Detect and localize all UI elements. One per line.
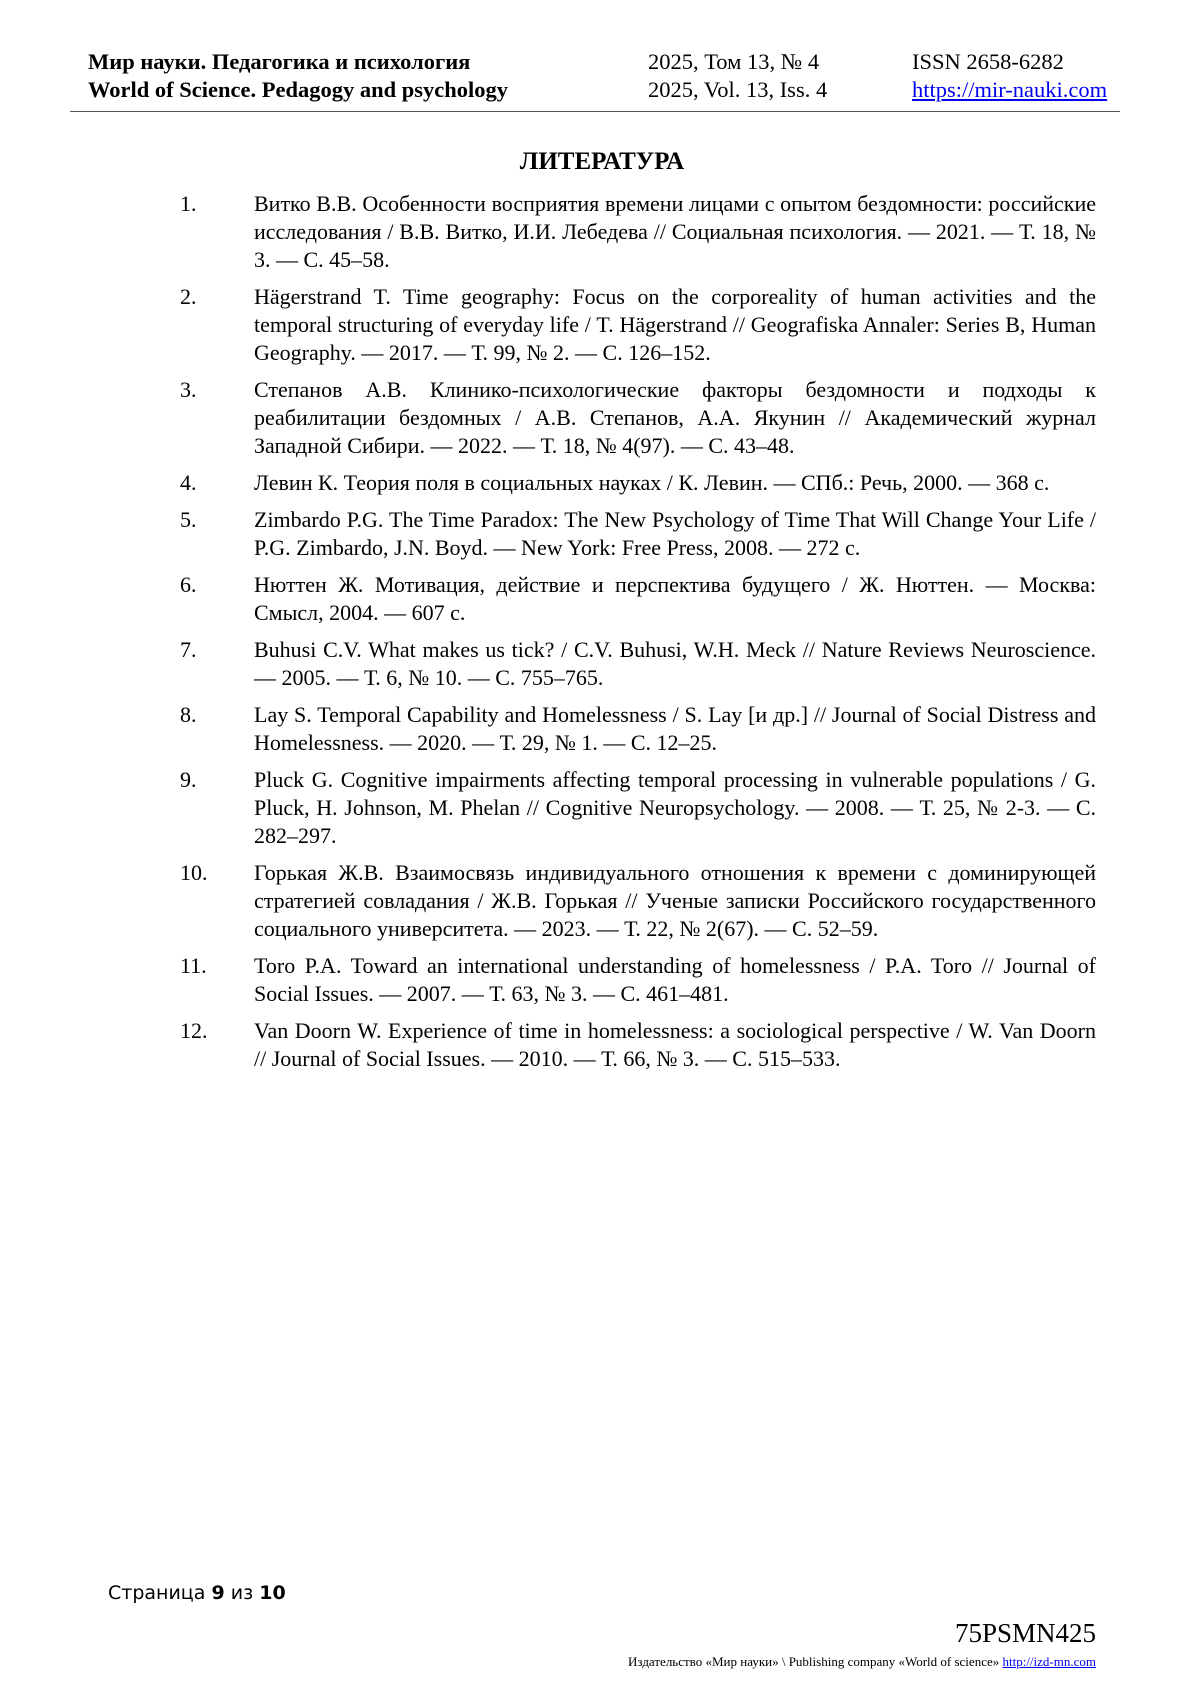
reference-number: 8. xyxy=(180,702,197,727)
reference-number: 4. xyxy=(180,470,197,495)
reference-text: Buhusi C.V. What makes us tick? / C.V. Buhusi, W.H. Meck // Nature Reviews Neuroscience. — 2005. — Т. 6, № 10. — С. 755–765. xyxy=(254,637,1096,690)
reference-text: Степанов А.В. Клинико-психологические факторы бездомности и подходы к реабилитации бездомных / А.В. Степанов, А.А. Якунин // Академический журнал Западной Сибири. — 2022. — Т. 18, № 4(97). — С. 43–48. xyxy=(254,377,1096,458)
reference-text: Hägerstrand T. Time geography: Focus on the corporeality of human activities and the temporal structuring of everyday life / T. Hägerstrand // Geografiska Annaler: Series B, Human Geography. — 2017. — Т. 99, № 2. — С. 126–152. xyxy=(254,284,1096,365)
reference-item xyxy=(180,859,1096,943)
reference-number: 12. xyxy=(180,1018,208,1043)
reference-item xyxy=(180,190,1096,274)
page-label: Страница xyxy=(108,1582,206,1604)
journal-title-block xyxy=(88,48,508,104)
reference-item xyxy=(180,1017,1096,1073)
publisher-line xyxy=(628,1654,1096,1670)
reference-text: Витко В.В. Особенности восприятия времени лицами с опытом бездомности: российские исследования / В.В. Витко, И.И. Лебедева // Социальная психология. — 2021. — Т. 18, № 3. — С. 45–58. xyxy=(254,191,1096,272)
header-divider xyxy=(70,111,1120,112)
website-link[interactable]: https://mir-nauki.com xyxy=(912,77,1108,102)
reference-item xyxy=(180,766,1096,850)
reference-number: 1. xyxy=(180,191,197,216)
reference-item xyxy=(180,952,1096,1008)
reference-text: Zimbardo P.G. The Time Paradox: The New Psychology of Time That Will Change Your Life / P.G. Zimbardo, J.N. Boyd. — New York: Free Press, 2008. — 272 с. xyxy=(254,507,1096,560)
reference-item xyxy=(180,283,1096,367)
reference-item xyxy=(180,469,1096,497)
page-header xyxy=(70,48,1120,108)
reference-text: Van Doorn W. Experience of time in homelessness: a sociological perspective / W. Van Doorn // Journal of Social Issues. — 2010. — Т. 66, № 3. — С. 515–533. xyxy=(254,1018,1096,1071)
reference-text: Горькая Ж.В. Взаимосвязь индивидуального отношения к времени с доминирующей стратегией совладания / Ж.В. Горькая // Ученые записки Российского государственного социального университета. — 2023. — Т. 22, № 2(67). — С. 52–59. xyxy=(254,860,1096,941)
page-total: 10 xyxy=(259,1582,286,1604)
issue-ru: 2025, Том 13, № 4 xyxy=(648,49,820,74)
reference-number: 6. xyxy=(180,572,197,597)
page-counter xyxy=(108,1582,286,1604)
journal-title-ru: Мир науки. Педагогика и психология xyxy=(88,49,471,74)
reference-number: 9. xyxy=(180,767,197,792)
issue-en: 2025, Vol. 13, Iss. 4 xyxy=(648,77,828,102)
reference-item xyxy=(180,701,1096,757)
reference-number: 2. xyxy=(180,284,197,309)
publisher-link[interactable]: http://izd-mn.com xyxy=(1002,1654,1096,1669)
issn-block xyxy=(912,48,1107,104)
reference-text: Левин К. Теория поля в социальных науках / К. Левин. — СПб.: Речь, 2000. — 368 с. xyxy=(254,470,1050,495)
reference-list xyxy=(180,190,1096,1082)
reference-number: 10. xyxy=(180,860,208,885)
section-title: ЛИТЕРАТУРА xyxy=(519,148,685,175)
reference-item xyxy=(180,376,1096,460)
page-current: 9 xyxy=(211,1582,225,1604)
issn: ISSN 2658-6282 xyxy=(912,49,1064,74)
reference-item xyxy=(180,636,1096,692)
reference-number: 7. xyxy=(180,637,197,662)
journal-title-en: World of Science. Pedagogy and psychology xyxy=(88,77,509,102)
reference-item xyxy=(180,571,1096,627)
reference-number: 5. xyxy=(180,507,197,532)
reference-text: Lay S. Temporal Capability and Homelessness / S. Lay [и др.] // Journal of Social Distress and Homelessness. — 2020. — Т. 29, № 1. — С. 12–25. xyxy=(254,702,1096,755)
reference-item xyxy=(180,506,1096,562)
reference-text: Toro P.A. Toward an international understanding of homelessness / P.A. Toro // Journal of Social Issues. — 2007. — Т. 63, № 3. — С. 461–481. xyxy=(254,953,1096,1006)
document-code: 75PSMN425 xyxy=(954,1618,1096,1648)
page-of: из xyxy=(230,1582,254,1604)
issue-block xyxy=(648,48,827,104)
reference-number: 11. xyxy=(180,953,207,978)
reference-text: Нюттен Ж. Мотивация, действие и перспектива будущего / Ж. Нюттен. — Москва: Смысл, 2004. — 607 с. xyxy=(254,572,1096,625)
reference-number: 3. xyxy=(180,377,197,402)
reference-text: Pluck G. Cognitive impairments affecting temporal processing in vulnerable populations / G. Pluck, H. Johnson, M. Phelan // Cognitive Neuropsychology. — 2008. — Т. 25, № 2-3. — С. 282–297. xyxy=(254,767,1096,848)
publisher-text: Издательство «Мир науки» \ Publishing company «World of science» xyxy=(628,1654,1000,1669)
